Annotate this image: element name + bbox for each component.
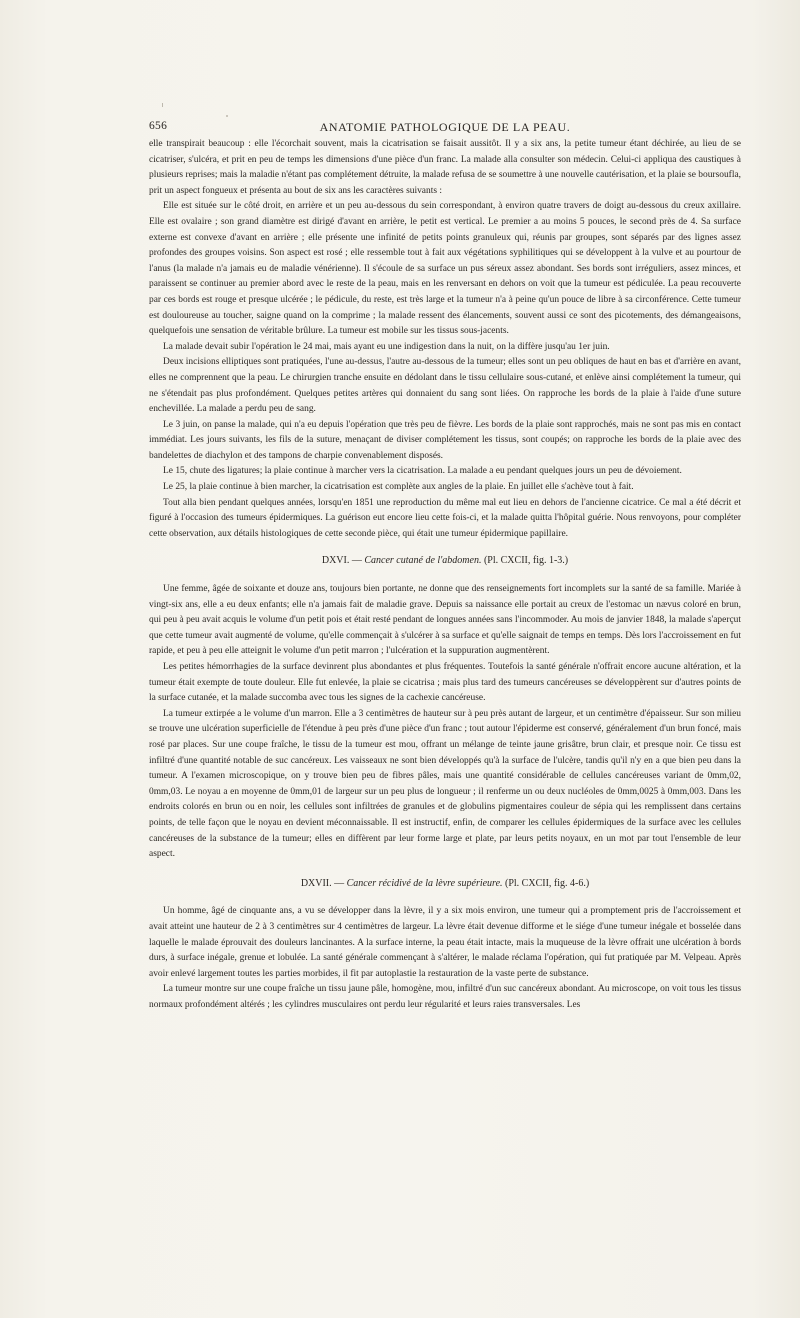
observation-title: Cancer cutané de l'abdomen. [364,555,482,567]
paragraph: Tout alla bien pendant quelques années, lorsqu'en 1851 une reproduction du même mal eut lieu en dehors de l'ancienne cicatrice. Ce mal a été décrit et figuré à l'occasion des tumeurs épidermiques. La guérison eut encore lieu cette fois-ci, et la malade quitta l'hôpital guérie. Nous renvoyons, pour compléter cette observation, aux détails histologiques de cette seconde pièce, qui était une tumeur épidermique papillaire. [149,497,741,539]
paragraph-text: La malade devait subir l'opération le 24 mai, mais ayant eu une indigestion dans la nuit, on la diffère jusqu'au 1er juin. [163,341,610,352]
observation-dxvi [149,553,741,862]
page-number: 656 [149,120,168,132]
plate-reference: (Pl. CXCII, fig. 1-3.) [483,555,569,567]
observation-heading [149,553,741,569]
observation-dxvii [149,876,741,1014]
observation-number: DXVII. — [300,877,345,889]
paragraph: Le 3 juin, on panse la malade, qui n'a eu depuis l'opération que très peu de fièvre. Les bords de la plaie sont rapprochés, mais ne sont pas mis en contact immédiat. Les jours suivants, les fils de la suture, menaçant de diviser complétement les tissus, sont coupés; on rapproche les bords de la plaie avec des bandelettes de diachylon et des tampons de charpie convenablement disposés. [149,419,741,461]
paragraph: Elle est située sur le côté droit, en arrière et un peu au-dessous du sein correspondant, à environ quatre travers de doigt au-dessous du creux axillaire. Elle est ovalaire ; son grand diamètre est dirigé d'avant en arrière, le petit est vertical. Le premier a au moins 5 pouces, le second près de 4. Sa surface externe est convexe d'avant en arrière ; elle présente une infinité de petits points granuleux qui, réunis par groupes, sont séparés par des lignes assez profondes des groupes voisins. Son aspect est rosé ; elle ressemble tout à fait aux végétations syphilitiques qui se développent à la vulve et au pourtour de l'anus (la malade n'a jamais eu de maladie vénérienne). Il s'écoule de sa surface un pus séreux assez abondant. Ses bords sont irréguliers, assez minces, et paraissent se continuer au premier abord avec le reste de la peau, mais en les renversant en dehors on voit que la tumeur est pédiculée. La peau recouverte par ces bords est rouge et presque ulcérée ; le pédicule, du reste, est très large et la tumeur n'a à peine qu'un pouce de libre à sa circonférence. Cette tumeur est douloureuse au toucher, saigne quand on la comprime ; la malade ressent des élancements, souvent aussi ce sont des picotements, des démangeaisons, quelquefois une sensation de véritable brûlure. La tumeur est mobile sur les tissus sous-jacents. [149,201,741,337]
stray-mark [226,115,228,117]
observation-continuation [149,137,741,542]
paragraph: La tumeur montre sur une coupe fraîche un tissu jaune pâle, homogène, mou, infiltré d'un suc cancéreux abondant. Au microscope, on voit tous les tissus normaux profondément altérés ; les cylindres musculaires ont perdu leur régularité et leurs raies transversales. Les [149,984,741,1010]
paragraph: La tumeur extirpée a le volume d'un marron. Elle a 3 centimètres de hauteur sur à peu près autant de largeur, et un centimètre d'épaisseur. Sur son milieu se trouve une ulcération superficielle de l'étendue à peu près d'une pièce d'un franc ; tout autour l'épiderme est conservé, généralement d'un brun foncé, mais rosé par places. Sur une coupe fraîche, le tissu de la tumeur est mou, offrant un mélange de teinte jaune grisâtre, brun clair, et presque noir. Ce tissu est infiltré d'une quantité notable de suc cancéreux. Les vaisseaux ne sont bien développés qu'à la surface de l'ulcère, tandis qu'il n'y en a que bien peu dans la tumeur. A l'examen microscopique, on y trouve bien peu de fibres pâles, mais une quantité considérable de cellules cancéreuses variant de 0mm,02, 0mm,03. Le noyau a en moyenne de 0mm,01 de largeur sur un peu plus de longueur ; il renferme un ou deux nucléoles de 0mm,0025 à 0mm,003. Dans les endroits colorés en brun ou en noir, les cellules sont infiltrées de granules et de globulins pigmentaires couleur de sépia qui les remplissent dans certains points, de telle façon que le noyau en devient méconnaissable. Il est instructif, enfin, de comparer les cellules épidermiques de la surface avec les cellules cancéreuses de la substance de la tumeur; elles en diffèrent par leur forme large et plate, par leurs petits noyaux, en un mot par tout l'ensemble de leur aspect. [149,708,741,860]
paragraph: Les petites hémorrhagies de la surface devinrent plus abondantes et plus fréquentes. Toutefois la santé générale n'offrait encore aucune altération, et la tumeur était exempte de toute douleur. Elle fut enlevée, la plaie se cicatrisa ; mais plus tard des tumeurs cancéreuses se développèrent sur d'autres points de la surface cutanée, et la malade succomba avec tous les signes de la cachexie cancéreuse. [149,662,741,704]
stray-mark [162,103,163,107]
observation-number: DXVI. — [321,555,362,567]
paragraph [149,340,741,356]
paragraph: Le 25, la plaie continue à bien marcher, la cicatrisation est complète aux angles de la plaie. En juillet elle s'achève tout à fait. [163,482,634,493]
observation-title: Cancer récidivé de la lèvre supérieure. [346,877,503,889]
running-title: ANATOMIE PATHOLOGIQUE DE LA PEAU. [319,120,571,134]
plate-reference: (Pl. CXCII, fig. 4-6.) [505,877,590,889]
observation-heading [149,876,741,892]
running-header [149,120,741,136]
paragraph: elle transpirait beaucoup : elle l'écorchait souvent, mais la cicatrisation se faisait aussitôt. Il y a six ans, la petite tumeur étant déchirée, au lieu de se cicatriser, s'ulcéra, et prit en peu de temps les dimensions d'une pièce d'un franc. La malade alla consulter son médecin. Celui-ci appliqua des caustiques à plusieurs reprises; mais la maladie n'étant pas complétement détruite, la malade refusa de se soumettre à une nouvelle cautérisation, et la plaie se boursoufla, prit un aspect fongueux et présenta au bout de six ans les caractères suivants : [149,139,741,196]
paragraph: Un homme, âgé de cinquante ans, a vu se développer dans la lèvre, il y a six mois environ, une tumeur qui a promptement pris de l'accroissement et avait atteint une hauteur de 2 à 3 centimètres sur 4 centimètres de largeur. La lèvre était devenue difforme et le siége d'une tumeur inégale et bosselée dans laquelle le malade éprouvait des douleurs lancinantes. A la surface interne, la peau était intacte, mais la muqueuse de la lèvre offrait une ulcération à bords durs, à surface inégale, grenue et lobulée. La santé générale commençant à s'altérer, le malade réclama l'opération, qui fut pratiquée par M. Velpeau. Après avoir enlevé largement toutes les parties morbides, il fit par autoplastie la restauration de la vaste perte de substance. [149,906,741,979]
paragraph: Le 15, chute des ligatures; la plaie continue à marcher vers la cicatrisation. La malade a eu pendant quelques jours un peu de dévoiement. [163,466,682,477]
paragraph: Deux incisions elliptiques sont pratiquées, l'une au-dessus, l'autre au-dessous de la tumeur; elles sont un peu obliques de haut en bas et d'arrière en avant, elles ne comprennent que la peau. Le chirurgien tranche ensuite en dédolant dans le tissu cellulaire sous-cutané, et enlève ainsi complétement la tumeur, qui ne s'étendait pas plus profondément. Quelques petites artères qui donnaient du sang sont liées. On rapproche les bords de la plaie à l'aide d'une suture enchevillée. La malade a perdu peu de sang. [149,357,741,415]
paragraph: Une femme, âgée de soixante et douze ans, toujours bien portante, ne donne que des renseignements fort incomplets sur la santé de sa famille. Mariée à vingt-six ans, elle a eu deux enfants; elle n'a jamais fait de maladie grave. Depuis sa naissance elle portait au creux de l'estomac un nævus coloré en brun, qui peu à peu avait acquis le volume d'un petit pois et était resté pendant de longues années sans l'incommoder. Au mois de janvier 1848, la malade s'aperçut que cette tumeur avait augmenté de volume, qu'elle commençait à s'ulcérer à sa surface et qu'elle saignait de temps en temps. Dès lors l'accroissement en fut rapide, et peu à peu elle atteignit le volume d'un petit marron ; l'ulcération et la suppuration augmentèrent. [149,584,741,657]
page-body [149,137,741,1013]
